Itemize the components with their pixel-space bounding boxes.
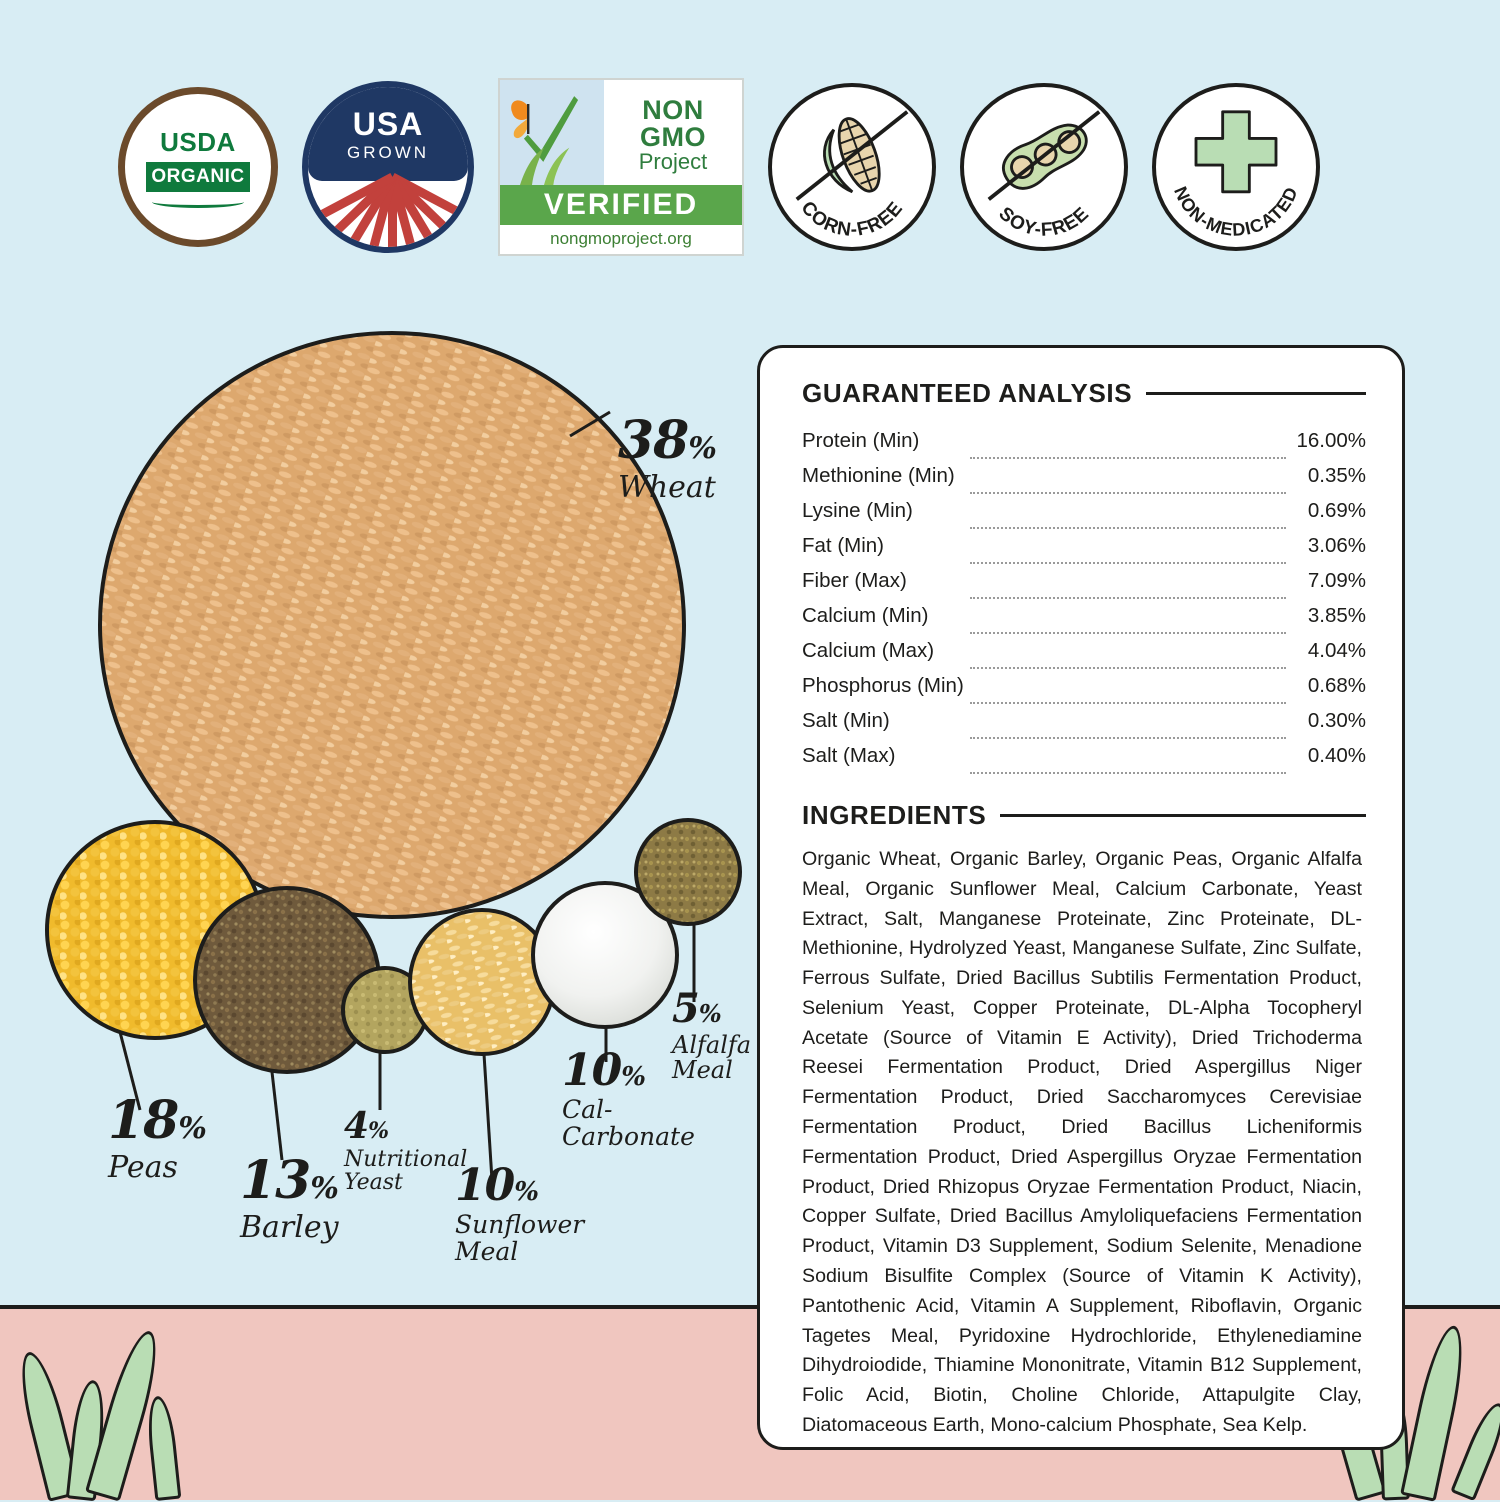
- chart-label-alfalfa-meal: 5% Alfalfa Meal: [672, 985, 752, 1085]
- nongmo-verified-label: VERIFIED: [500, 185, 742, 225]
- svg-text:CORN-FREE: CORN-FREE: [796, 197, 908, 241]
- table-row: Methionine (Min) 0.35%: [802, 458, 1366, 493]
- dot-leader: [970, 417, 1287, 452]
- table-row: Protein (Min) 16.00%: [802, 423, 1366, 458]
- grass-blades-icon: [500, 125, 604, 185]
- dot-leader: [970, 522, 1287, 557]
- guaranteed-analysis-header: [802, 378, 1366, 409]
- soy-free-icon: [964, 87, 1124, 247]
- svg-text:SOY-FREE: SOY-FREE: [994, 203, 1094, 241]
- certification-badge-row: [118, 78, 1320, 256]
- dot-leader: [970, 452, 1287, 487]
- table-row: Calcium (Min) 3.85%: [802, 598, 1366, 633]
- table-row: Lysine (Min) 0.69%: [802, 493, 1366, 528]
- badge-usa-grown: [302, 81, 474, 253]
- table-row: Calcium (Max) 4.04%: [802, 633, 1366, 668]
- corn-free-icon: [772, 87, 932, 247]
- chart-label-sunflower-meal: 10% Sunflower Meal: [455, 1160, 585, 1266]
- badge-soy-free: [960, 83, 1128, 251]
- usa-grown-rays: [308, 169, 468, 247]
- ingredients-header: [802, 800, 1366, 831]
- chart-label-barley: 13% Barley: [240, 1150, 339, 1245]
- dot-leader: [970, 732, 1287, 767]
- dot-leader: [970, 662, 1287, 697]
- table-row: Fat (Min) 3.06%: [802, 528, 1366, 563]
- table-row: Fiber (Max) 7.09%: [802, 563, 1366, 598]
- svg-text:NON-MEDICATED: NON-MEDICATED: [1170, 183, 1302, 240]
- nongmo-url: nongmoproject.org: [500, 225, 742, 254]
- usa-grown-line2: GROWN: [346, 142, 430, 162]
- usda-leaf-underline: [152, 196, 244, 208]
- dot-leader: [970, 697, 1287, 732]
- usa-grown-line1: USA: [352, 105, 424, 142]
- guaranteed-analysis-title: GUARANTEED ANALYSIS: [802, 378, 1133, 408]
- chart-label-peas: 18% Peas: [108, 1090, 206, 1185]
- usda-line2: ORGANIC: [151, 165, 245, 187]
- dot-leader: [970, 627, 1287, 662]
- header-rule: [1000, 814, 1366, 817]
- nongmo-line2: GMO: [640, 121, 706, 152]
- bubble-chart-labels: [0, 330, 760, 1290]
- badge-non-gmo-project: [498, 78, 744, 256]
- badge-usda-organic: [118, 87, 278, 247]
- chart-label-wheat: 38% Wheat: [618, 410, 716, 505]
- nongmo-line3: Project: [638, 148, 708, 174]
- dot-leader: [970, 592, 1287, 627]
- chart-label-cal-carbonate: 10% Cal- Carbonate: [562, 1045, 695, 1151]
- table-row: Phosphorus (Min) 0.68%: [802, 668, 1366, 703]
- badge-corn-free: [768, 83, 936, 251]
- ingredients-text: Organic Wheat, Organic Barley, Organic Peas, Organic Alfalfa Meal, Organic Sunflower Meal, Calcium Carbonate, Yeast Extract, Salt, Manganese Proteinate, Zinc Proteinate, DL-Methionine, Hydrolyzed Yeast, Manganese Sulfate, Zinc Sulfate, Ferrous Sulfate, Dried Bacillus Subtilis Fermentation Product, Selenium Yeast, Copper Proteinate, DL-Alpha Tocopheryl Acetate (Source of Vitamin E Activity), Dried Trichoderma Reesei Fermentation Product, Dried Aspergillus Niger Fermentation Product, Dried Saccharomyces Cerevisiae Fermentation Product, Dried Bacillus Licheniformis Fermentation Product, Dried Aspergillus Oryzae Fermentation Product, Dried Rhizopus Oryzae Fermentation Product, Niacin, Copper Sulfate, Dried Bacillus Amyloliquefaciens Fermentation Product, Vitamin D3 Supplement, Sodium Selenite, Menadione Sodium Bisulfite Complex (Source of Vitamin K Activity), Pantothenic Acid, Vitamin A Supplement, Riboflavin, Organic Tagetes Meal, Pyridoxine Hydrochloride, Ethylenediamine Dihydroiodide, Thiamine Mononitrate, Vitamin B12 Supplement, Folic Acid, Biotin, Choline Chloride, Attapulgite Clay, Diatomaceous Earth, Mono-calcium Phosphate, Sea Kelp.: [802, 848, 1362, 1436]
- dot-leader: [970, 557, 1287, 592]
- dot-leader: [970, 487, 1287, 522]
- usda-line1: USDA: [160, 126, 236, 157]
- table-row: Salt (Max) 0.40%: [802, 738, 1366, 773]
- table-row: Salt (Min) 0.30%: [802, 703, 1366, 738]
- badge-non-medicated: [1152, 83, 1320, 251]
- nongmo-line1: NON: [642, 94, 704, 125]
- nutrition-info-card: [757, 345, 1405, 1450]
- header-rule: [1146, 392, 1366, 395]
- guaranteed-analysis-table: [802, 423, 1366, 774]
- non-medicated-cross-icon: [1156, 87, 1316, 247]
- chart-label-nutritional-yeast: 4% Nutritional Yeast: [344, 1105, 468, 1196]
- ingredients-title: INGREDIENTS: [802, 800, 987, 830]
- nongmo-artwork: [500, 80, 604, 185]
